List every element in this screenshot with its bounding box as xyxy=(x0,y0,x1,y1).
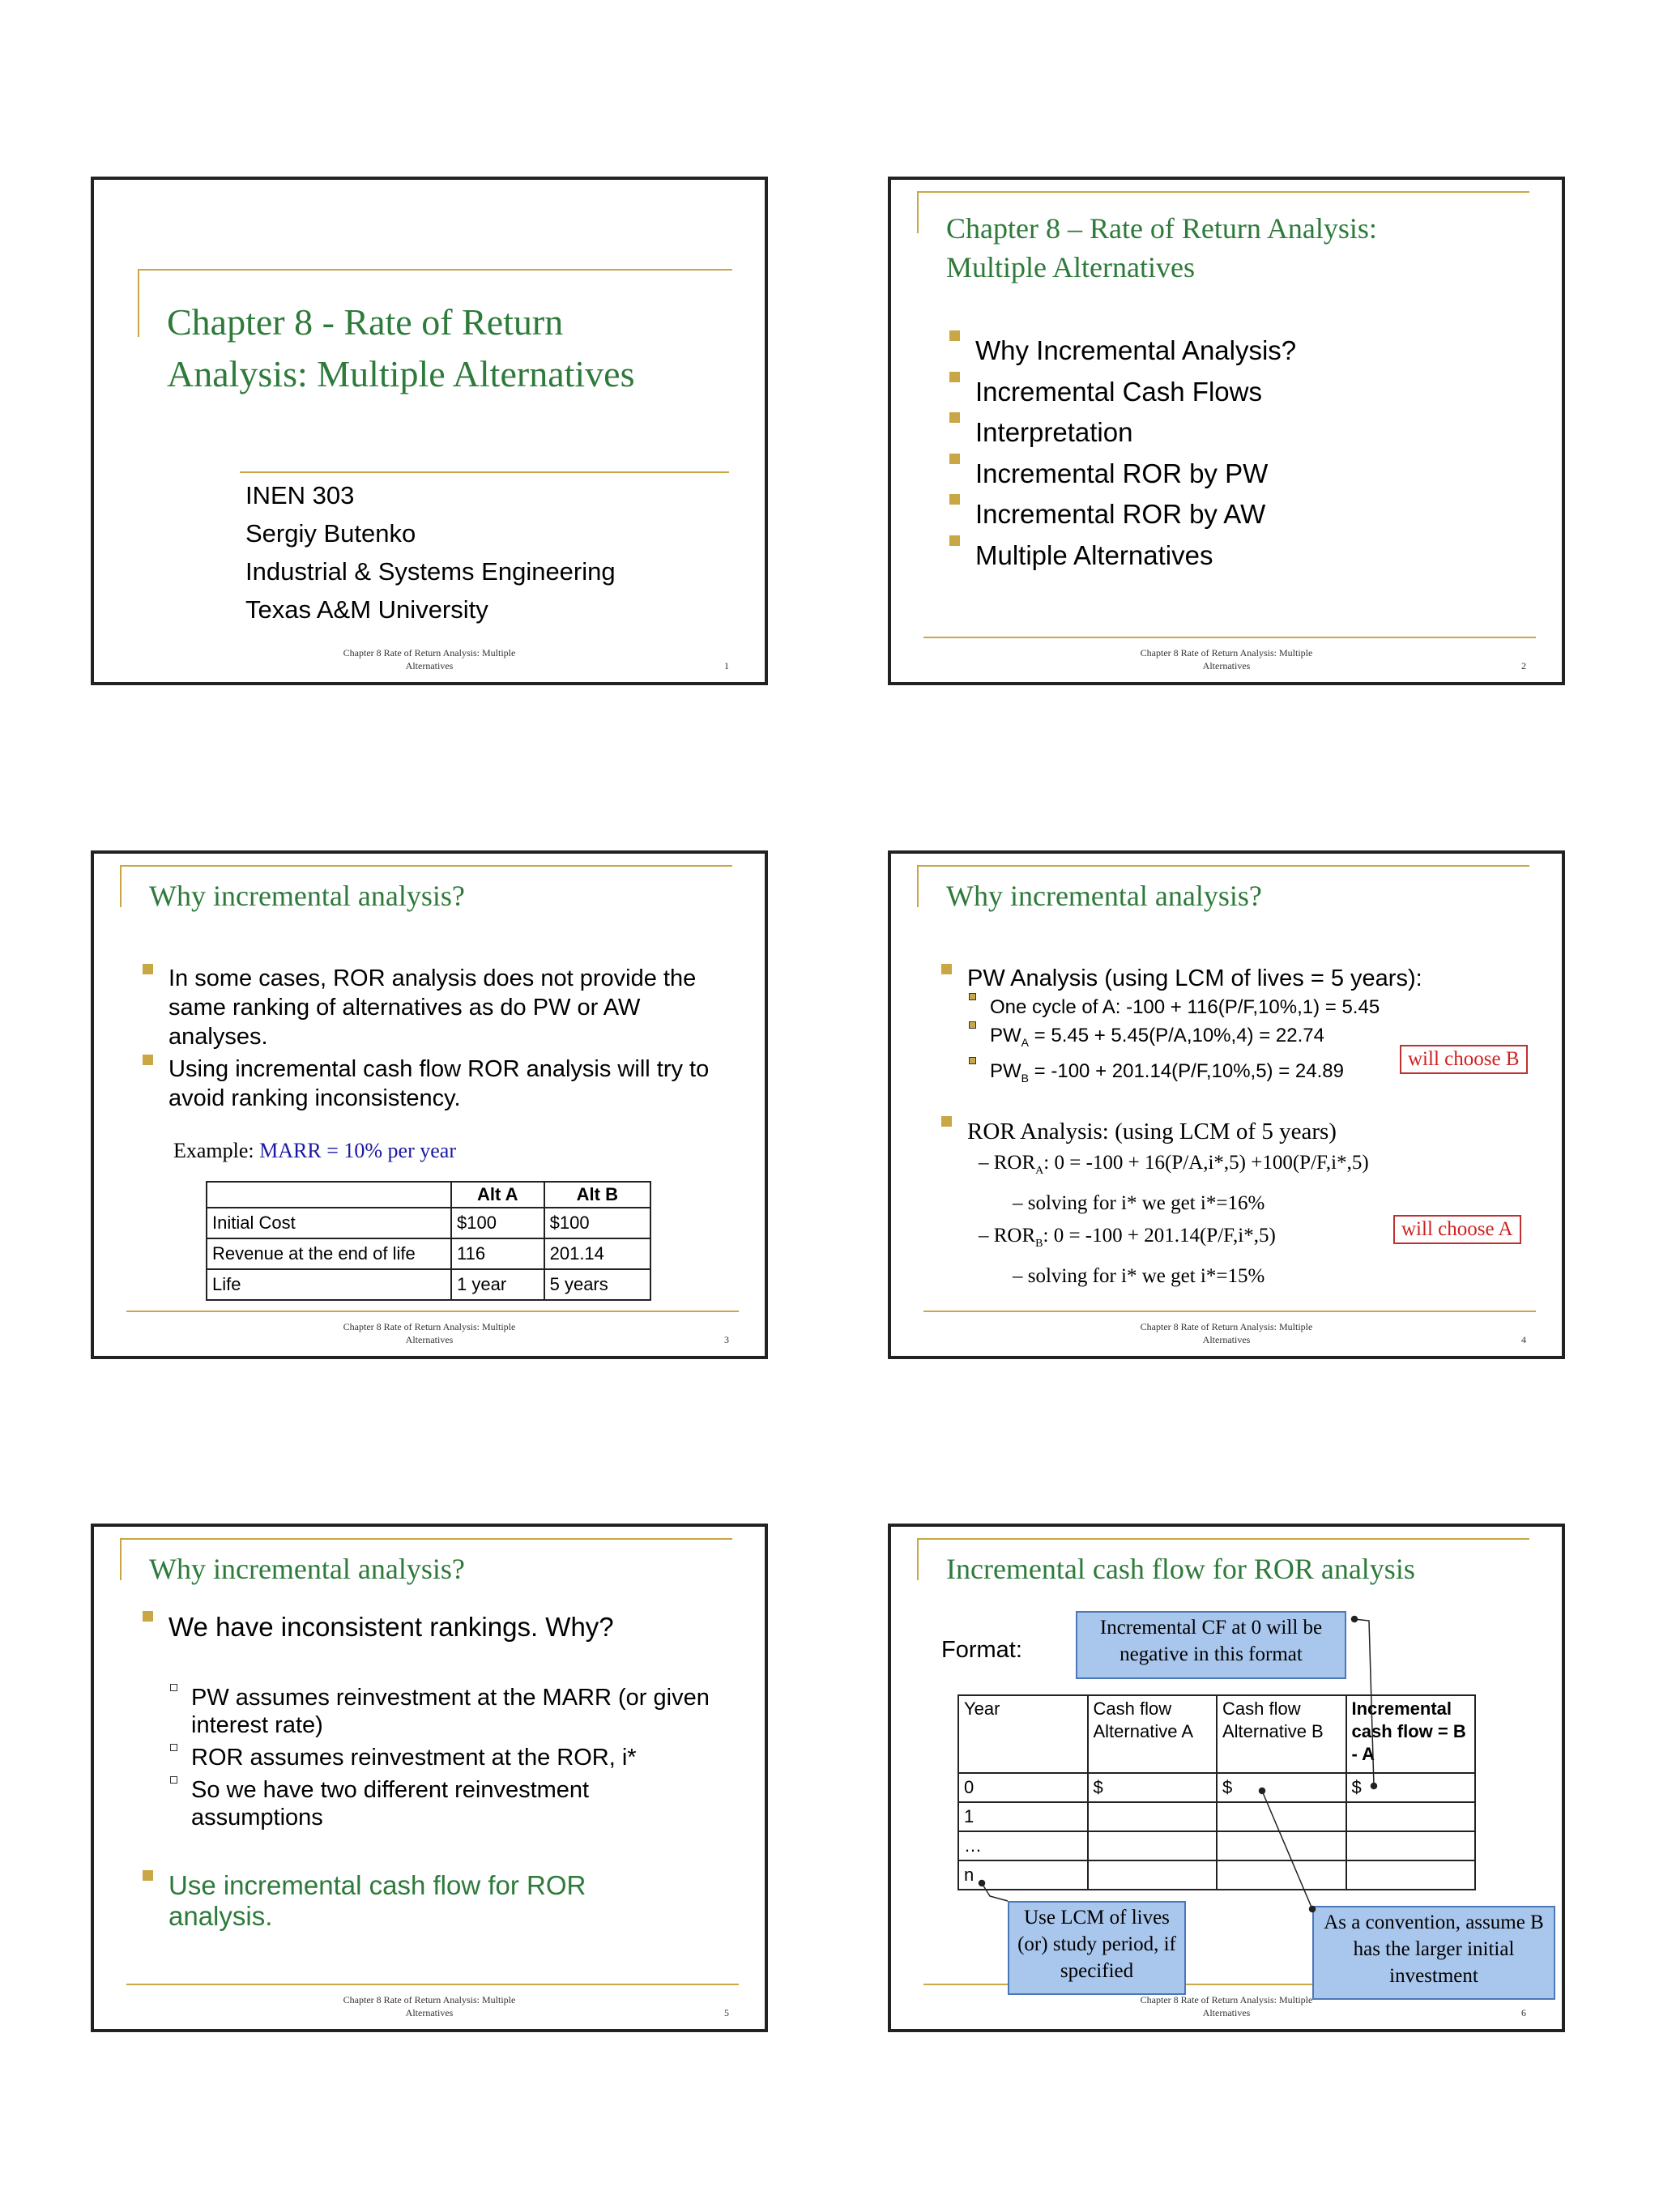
agenda-item-label: Multiple Alternatives xyxy=(975,539,1213,570)
ror-b-sub: B xyxy=(1035,1238,1043,1250)
pw-a-sub: A xyxy=(1021,1035,1030,1049)
footer-line-2: Alternatives xyxy=(1202,2007,1251,2018)
bullet-item xyxy=(143,964,718,1051)
table-cell: 201.14 xyxy=(544,1238,650,1269)
connector-left xyxy=(982,1883,1008,1901)
table-cell: 1 year xyxy=(451,1269,544,1300)
author-block xyxy=(245,476,616,629)
footer-rule xyxy=(923,1311,1536,1312)
slide-title xyxy=(946,209,1377,287)
ror-b-expr: : 0 = -100 + 201.14(P/F,i*,5) xyxy=(1043,1225,1276,1247)
department: Industrial & Systems Engineering xyxy=(245,557,616,586)
page-number: 5 xyxy=(724,2007,729,2018)
agenda-item xyxy=(949,372,1296,413)
table-cell: n xyxy=(958,1860,1088,1890)
table-cell: $ xyxy=(1217,1773,1346,1802)
footer-line-1: Chapter 8 Rate of Return Analysis: Multiple xyxy=(343,1994,516,2005)
bullet-item xyxy=(143,1055,718,1113)
agenda-item-label: Interpretation xyxy=(975,417,1133,447)
slide-title: Why incremental analysis? xyxy=(946,880,1262,912)
title-line-1: Chapter 8 – Rate of Return Analysis: xyxy=(946,212,1377,245)
table-cell: … xyxy=(958,1831,1088,1860)
connector-dot xyxy=(1260,1788,1265,1794)
title-rule-top xyxy=(917,191,1529,193)
table-row xyxy=(207,1238,650,1269)
example-label: Example: xyxy=(173,1139,260,1162)
page-number: 6 xyxy=(1521,2007,1526,2018)
bullet-text: In some cases, ROR analysis does not provide the same ranking of alternatives as do PW or AW analyses. xyxy=(168,965,697,1050)
reason-item xyxy=(167,1744,718,1771)
slide-5 xyxy=(91,1524,768,2032)
footer-line-2: Alternatives xyxy=(1202,660,1251,671)
footer-line-2: Alternatives xyxy=(405,660,454,671)
title-rule-left xyxy=(917,865,919,907)
course-name: INEN 303 xyxy=(245,481,355,509)
table-row xyxy=(207,1208,650,1238)
university: Texas A&M University xyxy=(245,595,488,624)
title-rule-top xyxy=(138,269,732,271)
agenda-item xyxy=(949,330,1296,372)
connector-right xyxy=(1262,1791,1312,1909)
ror-a-solve: – solving for i* we get i*=16% xyxy=(1013,1192,1265,1214)
table-cell: $ xyxy=(1346,1773,1476,1802)
footer-line-1: Chapter 8 Rate of Return Analysis: Multiple xyxy=(1140,647,1313,658)
table-cell: 116 xyxy=(451,1238,544,1269)
connector-dot xyxy=(1371,1784,1377,1789)
callout-connectors xyxy=(891,1527,1562,2029)
slide-2 xyxy=(888,177,1565,685)
table-cell: 0 xyxy=(958,1773,1088,1802)
table-cell: $ xyxy=(1088,1773,1218,1802)
footer-line-2: Alternatives xyxy=(405,1334,454,1345)
ror-heading: ROR Analysis: (using LCM of 5 years) xyxy=(967,1119,1337,1144)
footer xyxy=(891,1320,1562,1346)
pw-b-sub: B xyxy=(1021,1071,1030,1085)
ror-bullet xyxy=(941,1116,1525,1147)
title-rule-left xyxy=(917,191,919,233)
pw-a-expr: = 5.45 + 5.45(P/A,10%,4) = 22.74 xyxy=(1029,1025,1324,1046)
connector-top xyxy=(1354,1619,1374,1786)
slide-4 xyxy=(888,850,1565,1359)
reason-text: So we have two different reinvestment assumptions xyxy=(191,1777,590,1831)
footer xyxy=(94,1320,765,1346)
reason-text: ROR assumes reinvestment at the ROR, i* xyxy=(191,1745,637,1771)
bullet-item xyxy=(941,1116,1525,1147)
footer-line-2: Alternatives xyxy=(1202,1334,1251,1345)
slide-title: Incremental cash flow for ROR analysis xyxy=(946,1553,1415,1585)
pw-line-1-text: One cycle of A: -100 + 116(P/F,10%,1) = 5.45 xyxy=(990,996,1380,1018)
title-rule-left xyxy=(120,865,122,907)
bullet-list xyxy=(143,1611,726,1643)
agenda-list xyxy=(949,330,1296,576)
alternatives-table xyxy=(206,1181,651,1301)
agenda-item-label: Incremental ROR by PW xyxy=(975,458,1269,488)
title-rule-left xyxy=(120,1538,122,1580)
title-line-2: Analysis: Multiple Alternatives xyxy=(167,353,635,394)
marr-value: MARR = 10% per year xyxy=(259,1139,456,1162)
format-label: Format: xyxy=(941,1637,1022,1663)
footer-line-1: Chapter 8 Rate of Return Analysis: Multiple xyxy=(343,647,516,658)
bullet-text: We have inconsistent rankings. Why? xyxy=(168,1612,614,1642)
pw-b-expr: = -100 + 201.14(P/F,10%,5) = 24.89 xyxy=(1029,1059,1344,1082)
title-rule-top xyxy=(120,1538,732,1540)
example-line xyxy=(173,1139,456,1163)
table-header-cell xyxy=(207,1182,451,1208)
agenda-item xyxy=(949,535,1296,577)
table-row xyxy=(207,1269,650,1300)
agenda-item-label: Incremental Cash Flows xyxy=(975,376,1262,407)
table-header-cell: Alt B xyxy=(544,1182,650,1208)
ror-b-label: – ROR xyxy=(979,1225,1036,1247)
footer-rule xyxy=(923,637,1536,638)
agenda-item xyxy=(949,412,1296,454)
conclusion-text: Use incremental cash flow for ROR analysis. xyxy=(168,1870,586,1931)
footer xyxy=(94,1993,765,2019)
ror-b-line xyxy=(979,1220,1369,1260)
page-number: 2 xyxy=(1521,660,1526,671)
subtitle-rule xyxy=(240,471,729,473)
slide-3 xyxy=(91,850,768,1359)
callout-incremental-cf: Incremental CF at 0 will be negative in this format xyxy=(1076,1611,1346,1679)
footer-line-1: Chapter 8 Rate of Return Analysis: Multiple xyxy=(343,1321,516,1332)
reason-item xyxy=(167,1776,718,1831)
table-cell: 1 xyxy=(958,1802,1088,1831)
page-number: 1 xyxy=(724,660,729,671)
agenda-item-label: Incremental ROR by AW xyxy=(975,499,1266,529)
table-header-row xyxy=(207,1182,650,1208)
slide-title: Why incremental analysis? xyxy=(149,880,465,912)
callout-convention: As a convention, assume B has the larger initial investment xyxy=(1312,1906,1555,2000)
slide-title: Why incremental analysis? xyxy=(149,1553,465,1585)
pw-heading: PW Analysis (using LCM of lives = 5 years): xyxy=(967,965,1422,991)
pw-b-label: PW xyxy=(990,1059,1021,1082)
footer-rule xyxy=(126,1984,739,1985)
table-header-cell: Incremental cash flow = B - A xyxy=(1346,1695,1476,1773)
table-cell: $100 xyxy=(451,1208,544,1238)
table-cell: Revenue at the end of life xyxy=(207,1238,451,1269)
table-cell: Initial Cost xyxy=(207,1208,451,1238)
footer-line-1: Chapter 8 Rate of Return Analysis: Multiple xyxy=(1140,1321,1313,1332)
callout-lcm: Use LCM of lives (or) study period, if specified xyxy=(1008,1901,1186,1995)
bullet-item xyxy=(143,1611,726,1643)
footer-line-1: Chapter 8 Rate of Return Analysis: Multiple xyxy=(1140,1994,1313,2005)
ror-a-line xyxy=(979,1147,1369,1187)
footer xyxy=(891,1993,1562,2019)
title-rule-top xyxy=(120,865,732,867)
table-cell: Life xyxy=(207,1269,451,1300)
agenda-item xyxy=(949,454,1296,495)
ror-a-expr: : 0 = -100 + 16(P/A,i*,5) +100(P/F,i*,5) xyxy=(1043,1152,1369,1174)
conclusion-bullet xyxy=(143,1870,645,1932)
agenda-item xyxy=(949,494,1296,535)
reason-item xyxy=(167,1684,718,1739)
page-number: 3 xyxy=(724,1334,729,1345)
bullet-text: Using incremental cash flow ROR analysis will try to avoid ranking inconsistency. xyxy=(168,1056,710,1111)
ror-b-solve: – solving for i* we get i*=15% xyxy=(1013,1265,1265,1287)
footer-line-2: Alternatives xyxy=(405,2007,454,2018)
reason-list xyxy=(167,1684,718,1831)
table-header-cell: Alt A xyxy=(451,1182,544,1208)
slide-title xyxy=(167,296,635,400)
agenda-item-label: Why Incremental Analysis? xyxy=(975,335,1297,365)
table-cell: 5 years xyxy=(544,1269,650,1300)
pw-a-label: PW xyxy=(990,1025,1021,1046)
footer-rule xyxy=(126,1311,739,1312)
footer xyxy=(891,646,1562,672)
connector-dot xyxy=(1352,1617,1358,1622)
title-rule-top xyxy=(917,865,1529,867)
ror-a-sub: A xyxy=(1035,1165,1044,1177)
choose-b-note: will choose B xyxy=(1400,1045,1528,1074)
page-number: 4 xyxy=(1521,1334,1526,1345)
title-rule-left xyxy=(138,269,139,337)
table-header-cell: Cash flow Alternative A xyxy=(1088,1695,1218,1773)
table-header-cell: Year xyxy=(958,1695,1088,1773)
author-name: Sergiy Butenko xyxy=(245,519,416,548)
title-line-1: Chapter 8 - Rate of Return xyxy=(167,301,564,343)
ror-a-label: – ROR xyxy=(979,1152,1036,1174)
connector-dot xyxy=(1310,1907,1316,1912)
table-header-cell: Cash flow Alternative B xyxy=(1217,1695,1346,1773)
choose-a-note: will choose A xyxy=(1393,1215,1521,1244)
bullet-item xyxy=(143,1870,645,1932)
ror-details xyxy=(979,1147,1369,1293)
footer xyxy=(94,646,765,672)
reason-text: PW assumes reinvestment at the MARR (or given interest rate) xyxy=(191,1685,710,1738)
connector-dot xyxy=(979,1881,985,1886)
table-cell: $100 xyxy=(544,1208,650,1238)
slide-6 xyxy=(888,1524,1565,2032)
slide-1 xyxy=(91,177,768,685)
bullet-list xyxy=(143,964,718,1113)
title-line-2: Multiple Alternatives xyxy=(946,251,1195,283)
pw-line-1 xyxy=(966,993,1525,1021)
pw-sub-list xyxy=(966,993,1525,1093)
